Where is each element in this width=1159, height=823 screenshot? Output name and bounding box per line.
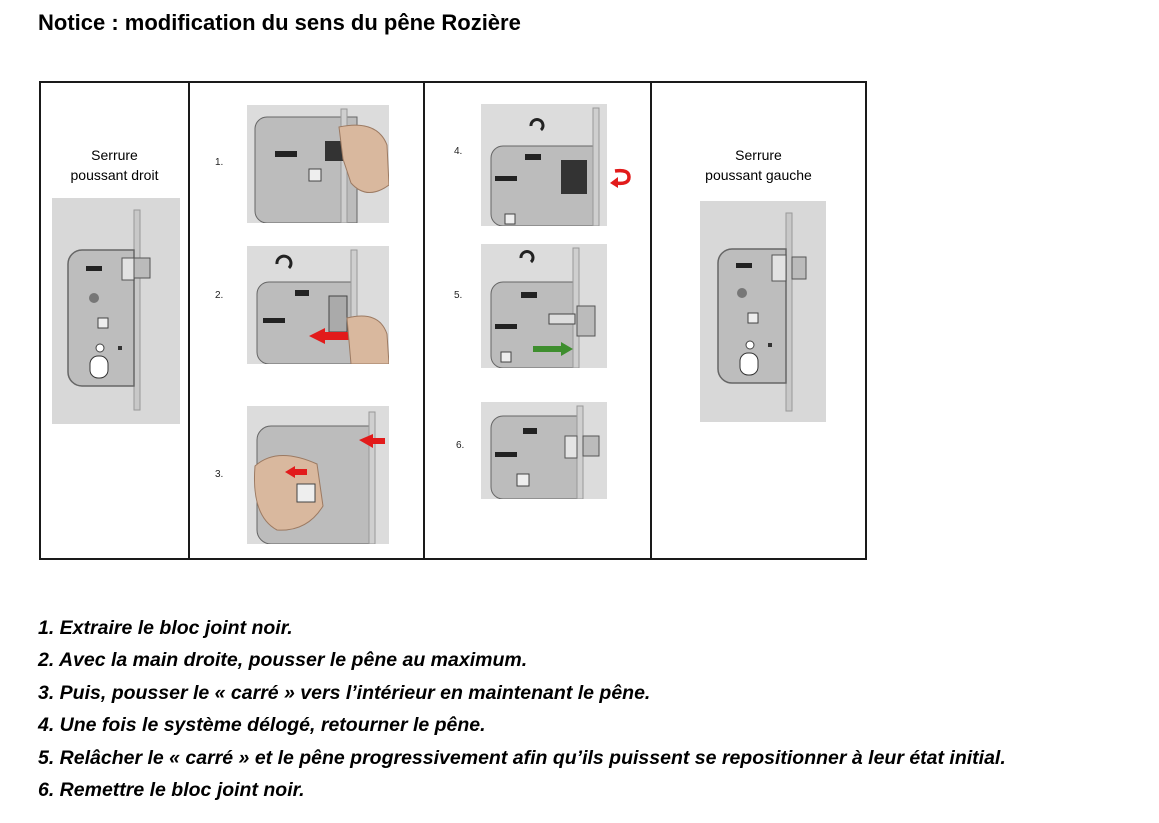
step-photo-4 xyxy=(481,104,607,226)
step-number-4: 4. xyxy=(454,146,463,157)
step-number-5: 5. xyxy=(454,290,463,301)
step-number-6: 6. xyxy=(456,440,465,451)
lock-photo-left xyxy=(700,201,826,422)
step-photo-1 xyxy=(247,105,389,223)
step-number-1: 1. xyxy=(215,157,224,168)
step-number-2: 2. xyxy=(215,290,224,301)
instruction-1: 1. Extraire le bloc joint noir. xyxy=(38,617,293,639)
panel-steps-4-6 xyxy=(423,81,652,560)
step-photo-5 xyxy=(481,244,607,368)
instruction-2: 2. Avec la main droite, pousser le pêne au maximum. xyxy=(38,649,528,672)
instruction-list xyxy=(38,612,1006,806)
panel-lock-left xyxy=(650,81,867,560)
lock-photo-right xyxy=(52,198,180,424)
step-number-3: 3. xyxy=(215,469,224,480)
instruction-4: 4. Une fois le système délogé, retourner le pêne. xyxy=(38,714,486,737)
document-title: Notice : modification du sens du pêne Rozière xyxy=(38,10,521,35)
panel-steps-1-3 xyxy=(188,81,425,560)
instruction-3: 3. Puis, pousser le « carré » vers l’intérieur en maintenant le pêne. xyxy=(38,681,651,704)
panel-lock-right xyxy=(39,81,190,560)
rotate-arrow-icon xyxy=(609,165,633,189)
instruction-6: 6. Remettre le bloc joint noir. xyxy=(38,779,305,802)
step-photo-2 xyxy=(247,246,389,364)
instruction-5: 5. Relâcher le « carré » et le pêne progressivement afin qu’ils puissent se repositionner à leur état initial. xyxy=(38,746,1006,769)
panel-label-left: Serrure poussant gauche xyxy=(705,147,812,183)
step-photo-6 xyxy=(481,402,607,499)
step-photo-3 xyxy=(247,406,389,544)
panel-label-right: Serrure poussant droit xyxy=(70,147,159,183)
